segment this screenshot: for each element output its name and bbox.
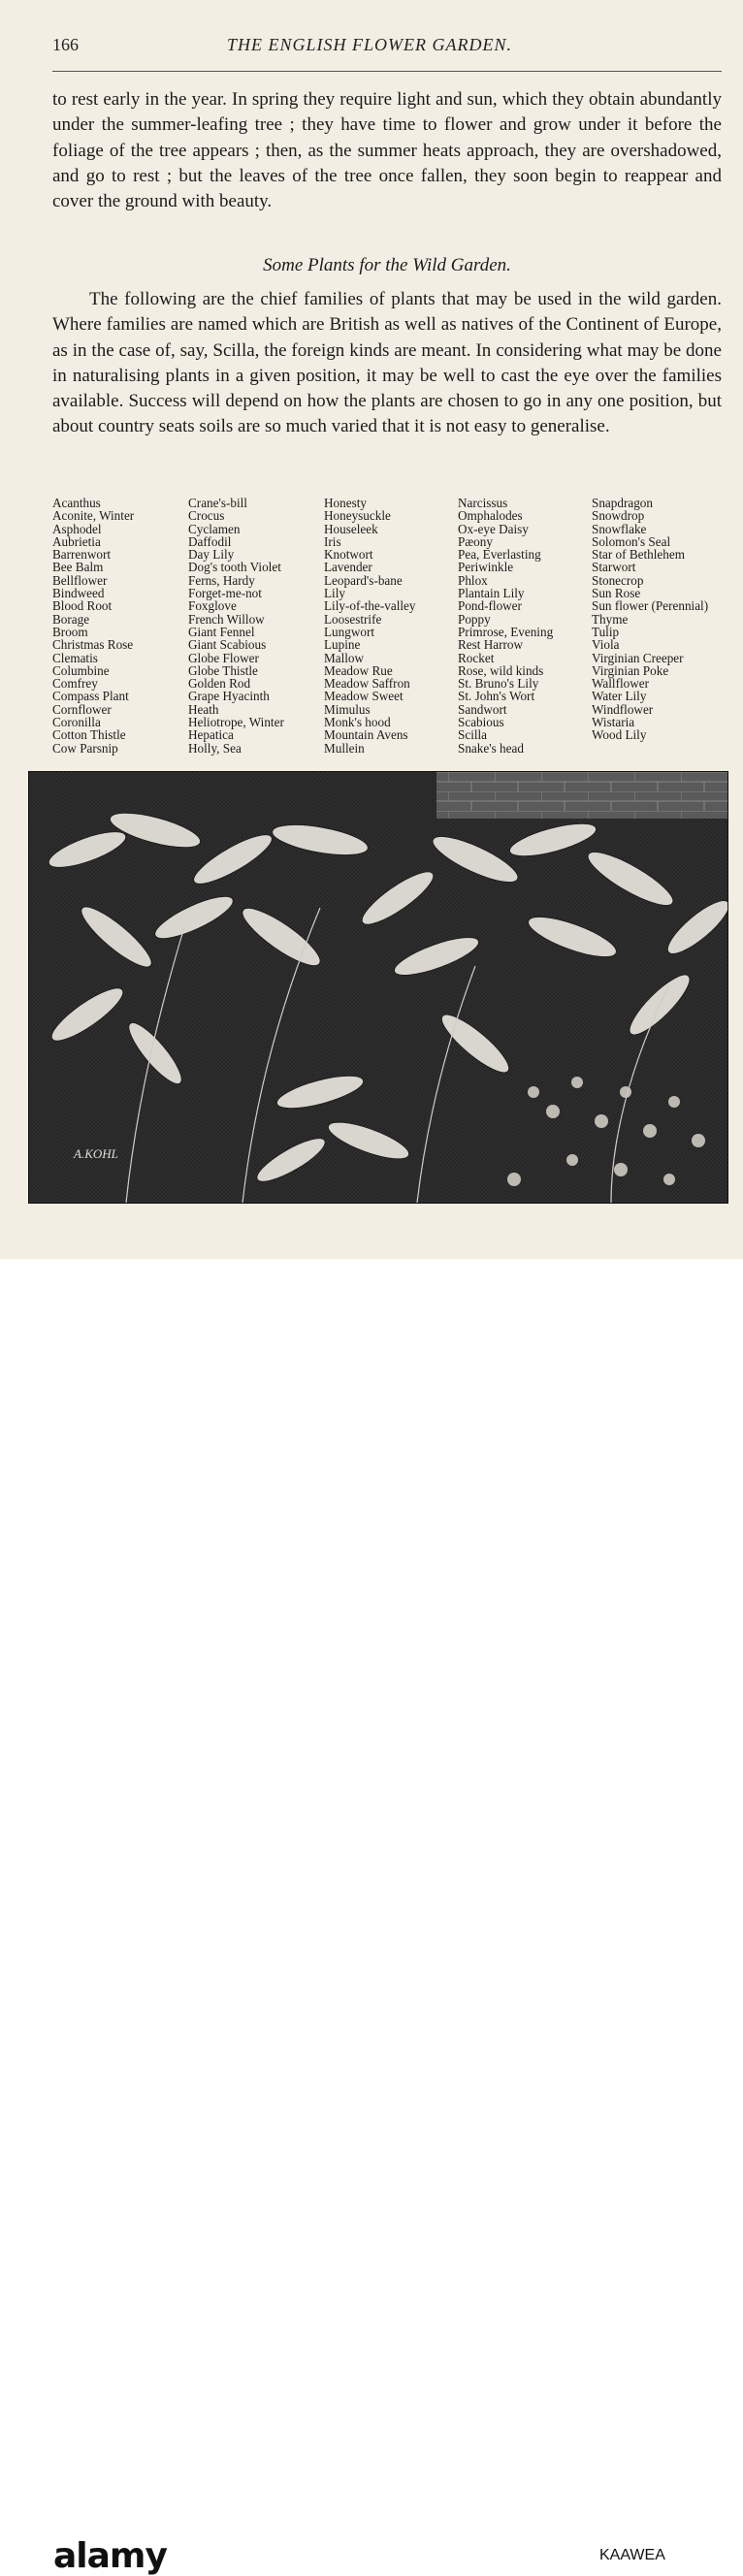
- plant-name: Knotwort: [324, 547, 373, 563]
- plant-name: Mimulus: [324, 701, 371, 717]
- plant-name: Poppy: [458, 611, 491, 627]
- plant-name: Monk's hood: [324, 715, 391, 730]
- image-id: KAAWEA: [599, 2547, 665, 2563]
- plant-name: Bee Balm: [52, 560, 104, 575]
- plant-name: Coronilla: [52, 715, 101, 730]
- plant-name: Wistaria: [592, 715, 635, 730]
- plant-name: Sun flower (Perennial): [592, 598, 709, 614]
- plant-name: St. John's Wort: [458, 689, 535, 704]
- plant-name: Aconite, Winter: [52, 508, 135, 524]
- plant-column-4: [458, 497, 590, 755]
- plant-name: Star of Bethlehem: [592, 547, 685, 563]
- plant-name: Pæony: [458, 533, 493, 549]
- plant-name: Scilla: [458, 727, 488, 743]
- plant-name: Honesty: [324, 496, 367, 510]
- plant-name: Crocus: [188, 508, 225, 524]
- plant-name: Crane's-bill: [188, 496, 247, 510]
- plant-name: Stonecrop: [592, 572, 644, 588]
- plant-name: Hepatica: [188, 727, 234, 743]
- plant-name: Windflower: [592, 701, 654, 717]
- plant-name: Daffodil: [188, 533, 232, 549]
- plant-name: Mullein: [324, 740, 365, 756]
- plant-name: Water Lily: [592, 689, 647, 704]
- plant-name: Wallflower: [592, 676, 649, 692]
- plant-name: Iris: [324, 533, 341, 549]
- plant-name: Snowflake: [592, 521, 647, 536]
- plant-name: Acanthus: [52, 496, 101, 510]
- plant-name: Thyme: [592, 611, 629, 627]
- plant-name: Viola: [592, 637, 620, 653]
- plant-name: Barrenwort: [52, 547, 112, 563]
- plant-name: Giant Fennel: [188, 624, 255, 639]
- plant-name: Giant Scabious: [188, 637, 267, 653]
- plant-name: Grape Hyacinth: [188, 689, 270, 704]
- plant-name: Borage: [52, 611, 90, 627]
- plant-name: Scabious: [458, 715, 504, 730]
- plant-name: Loosestrife: [324, 611, 382, 627]
- plant-name: Wood Lily: [592, 727, 647, 743]
- plant-column-3: [324, 497, 456, 755]
- plant-name: Dog's tooth Violet: [188, 560, 281, 575]
- plant-name: Comfrey: [52, 676, 98, 692]
- plant-name: Periwinkle: [458, 560, 514, 575]
- plant-name: Narcissus: [458, 496, 508, 510]
- plant-name: Ox-eye Daisy: [458, 521, 529, 536]
- plant-name: Columbine: [52, 662, 110, 678]
- plant-name: Meadow Sweet: [324, 689, 404, 704]
- plant-name: Sandwort: [458, 701, 507, 717]
- plant-name: Heliotrope, Winter: [188, 715, 284, 730]
- plant-name: Virginian Creeper: [592, 650, 684, 665]
- plant-column-5: [592, 497, 724, 742]
- plant-name: Broom: [52, 624, 88, 639]
- plant-name: Mallow: [324, 650, 365, 665]
- plant-name: Houseleek: [324, 521, 378, 536]
- plant-name: Lupine: [324, 637, 361, 653]
- plant-name: Forget-me-not: [188, 586, 262, 601]
- plant-name: Plantain Lily: [458, 586, 525, 601]
- plant-name: St. Bruno's Lily: [458, 676, 539, 692]
- plant-name: Rocket: [458, 650, 495, 665]
- plant-name: Cyclamen: [188, 521, 241, 536]
- plant-name: Aubrietia: [52, 533, 101, 549]
- plant-name: Compass Plant: [52, 689, 129, 704]
- plant-name: Meadow Saffron: [324, 676, 410, 692]
- section-heading: Some Plants for the Wild Garden.: [263, 255, 511, 275]
- plant-name: Asphodel: [52, 521, 102, 536]
- plant-name: Bindweed: [52, 586, 105, 601]
- plant-name: Ferns, Hardy: [188, 572, 255, 588]
- engraver-signature: A.KOHL: [74, 1146, 118, 1161]
- plant-name: Pea, Everlasting: [458, 547, 541, 563]
- plant-name: Golden Rod: [188, 676, 251, 692]
- plant-name: Rose, wild kinds: [458, 662, 544, 678]
- plant-name: Snapdragon: [592, 496, 653, 510]
- book-page: [0, 0, 743, 1259]
- plant-name: Globe Thistle: [188, 662, 258, 678]
- plant-name: Heath: [188, 701, 219, 717]
- plant-name: Cow Parsnip: [52, 740, 118, 756]
- plant-name: Primrose, Evening: [458, 624, 554, 639]
- page-header: [52, 35, 722, 58]
- intro-paragraph: to rest early in the year. In spring they require light and sun, which they obtain abundantly under the summer-leafing tree ; they have time to flower and grow under it before the foliage of the tree appears ; then, as the summer heats approach, they are overshadowed, and go to rest ; but the leaves of the tree once fallen, they soon begin to reappear and cover the ground with beauty.: [52, 89, 722, 212]
- plant-name: Clematis: [52, 650, 98, 665]
- engraving-artwork: [29, 772, 727, 1203]
- plant-name: Leopard's-bane: [324, 572, 403, 588]
- plant-name: Globe Flower: [188, 650, 259, 665]
- plant-name: Honeysuckle: [324, 508, 391, 524]
- plant-name: Lavender: [324, 560, 372, 575]
- header-rule: [52, 71, 722, 72]
- plant-column-2: [188, 497, 320, 755]
- plant-name: Holly, Sea: [188, 740, 242, 756]
- plant-name: Christmas Rose: [52, 637, 134, 653]
- plant-name: Day Lily: [188, 547, 235, 563]
- alamy-logo: alamy: [53, 2536, 167, 2576]
- plant-name: Snowdrop: [592, 508, 645, 524]
- plant-name: Lily-of-the-valley: [324, 598, 416, 614]
- plant-name: Rest Harrow: [458, 637, 524, 653]
- section-paragraph: The following are the chief families of plants that may be used in the wild garden. Where families are named which are British as well as natives of the Continent of Europe, as in the case of, say, Scilla, the foreign kinds are meant. In considering what may be done in naturalising plants in a given position, it may be well to cast the eye over the families available. Success will depend on how the plants are chosen to go in any one position, but about country seats soils are so much varied that it is not easy to generalise.: [52, 289, 722, 437]
- plant-name: Phlox: [458, 572, 488, 588]
- plant-name: Snake's head: [458, 740, 524, 756]
- plant-name: Bellflower: [52, 572, 108, 588]
- plant-name: Starwort: [592, 560, 636, 575]
- plant-name: Foxglove: [188, 598, 237, 614]
- plant-name: Lily: [324, 586, 345, 601]
- plant-name: Mountain Avens: [324, 727, 408, 743]
- plant-name: Blood Root: [52, 598, 113, 614]
- plant-name: Virginian Poke: [592, 662, 669, 678]
- solomons-seal-engraving: [28, 771, 728, 1204]
- plant-name: French Willow: [188, 611, 265, 627]
- plant-name: Lungwort: [324, 624, 375, 639]
- plant-name: Omphalodes: [458, 508, 523, 524]
- page-number: 166: [52, 35, 79, 54]
- plant-column-1: [52, 497, 184, 755]
- plant-name: Tulip: [592, 624, 620, 639]
- running-title: THE ENGLISH FLOWER GARDEN.: [227, 35, 512, 54]
- plant-name: Sun Rose: [592, 586, 641, 601]
- plant-name: Pond-flower: [458, 598, 522, 614]
- plant-name: Cornflower: [52, 701, 112, 717]
- plant-name: Meadow Rue: [324, 662, 393, 678]
- stock-footer: [0, 1259, 743, 2576]
- plant-name: Solomon's Seal: [592, 533, 671, 549]
- plant-name: Cotton Thistle: [52, 727, 126, 743]
- plant-list: [52, 497, 724, 758]
